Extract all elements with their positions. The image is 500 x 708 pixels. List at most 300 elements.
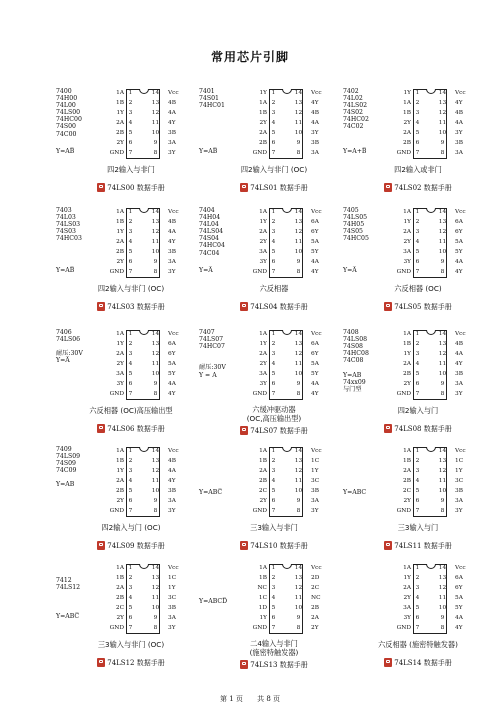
pin-label-left: 1B [259, 110, 267, 116]
pin-number: 7 [271, 625, 276, 631]
pin-label-right: 1Y [455, 468, 463, 474]
pin-number: 10 [294, 249, 303, 255]
pin-number: 6 [128, 259, 133, 265]
pin-label-right: 4B [168, 458, 176, 464]
datasheet-link[interactable] [199, 302, 349, 312]
pin-number: 9 [440, 615, 445, 621]
pin-label-right: 3A [455, 150, 463, 156]
pin-label-left: 3A [259, 371, 267, 377]
pin-label-right: 4Y [455, 361, 463, 367]
pin-number: 8 [296, 625, 301, 631]
pin-number: 12 [438, 229, 447, 235]
pin-label-left: 2B [403, 478, 411, 484]
pin-number: 10 [151, 605, 160, 611]
datasheet-link[interactable] [56, 541, 206, 551]
pin-label-right: 3Y [168, 625, 176, 631]
pin-label-right: 1Y [168, 585, 176, 591]
pin-label-left: 2C [258, 488, 267, 494]
chip-cell [199, 446, 349, 568]
chip-notch [426, 208, 436, 213]
pin-number: 14 [151, 331, 160, 337]
datasheet-link[interactable] [343, 302, 493, 312]
pin-number: 1 [415, 448, 420, 454]
pin-label-right: Vcc [311, 448, 322, 454]
chip-notch [282, 564, 292, 569]
pin-label-right: 3A [311, 150, 319, 156]
datasheet-link[interactable] [199, 660, 349, 670]
pin-number: 6 [271, 498, 276, 504]
dip-package [243, 447, 347, 517]
chip-caption: 三3输入与门 [397, 523, 439, 532]
chip-caption: 三3输入与非门 (OC) [97, 640, 165, 649]
chip-caption: 四2输入与门 [397, 406, 439, 415]
pin-number: 10 [294, 130, 303, 136]
dip-package [387, 208, 491, 278]
pin-number: 5 [415, 371, 420, 377]
pin-number: 14 [438, 565, 447, 571]
pin-number: 1 [271, 331, 276, 337]
pin-label-right: 4Y [168, 478, 176, 484]
pin-label-left: 1B [403, 341, 411, 347]
chip-cell [199, 88, 349, 210]
dip-package [387, 330, 491, 400]
pin-number: 11 [294, 361, 303, 367]
pin-number: 5 [128, 130, 133, 136]
pin-number: 1 [415, 331, 420, 337]
pdf-icon [97, 541, 105, 550]
pin-number: 7 [128, 150, 133, 156]
chip-caption: 六反相器 (施密特触发器) [378, 640, 458, 649]
pin-label-left: 1Y [403, 351, 411, 357]
pin-number: 8 [153, 391, 158, 397]
pin-number: 11 [438, 120, 447, 126]
chip-cell [56, 207, 206, 329]
pin-number: 12 [294, 110, 303, 116]
pin-label-left: 1Y [116, 341, 124, 347]
pin-label-right: Vcc [311, 565, 322, 571]
pin-label-left: 1A [116, 565, 124, 571]
pin-label-right: 2B [311, 605, 319, 611]
pin-label-left: 1A [259, 209, 267, 215]
pin-number: 3 [271, 351, 276, 357]
pin-label-left: 1B [403, 458, 411, 464]
pin-label-left: 2A [259, 229, 267, 235]
pin-label-right: 1C [455, 458, 464, 464]
pin-label-left: 2A [116, 351, 124, 357]
datasheet-link[interactable] [343, 658, 493, 668]
chip-notch [282, 330, 292, 335]
chip-cell [56, 563, 206, 685]
pin-number: 4 [128, 361, 133, 367]
chip-notch [139, 447, 149, 452]
pin-number: 7 [415, 391, 420, 397]
chip-caption: 四2输入与非门 [107, 165, 155, 174]
pin-number: 9 [296, 615, 301, 621]
datasheet-link-text: 74LS08 数据手册 [394, 425, 452, 433]
pin-label-right: 4B [168, 219, 176, 225]
pin-number: 1 [271, 209, 276, 215]
pin-number: 12 [151, 468, 160, 474]
pdf-icon [97, 658, 105, 667]
datasheet-link[interactable] [343, 541, 493, 551]
pin-label-right: 3Y [455, 130, 463, 136]
pin-number: 5 [271, 605, 276, 611]
pin-label-right: NC [311, 595, 321, 601]
pin-label-left: 3A [403, 249, 411, 255]
datasheet-link-text: 74LS00 数据手册 [107, 184, 165, 192]
pin-label-right: 5A [168, 361, 176, 367]
pin-number: 11 [294, 595, 303, 601]
datasheet-link[interactable] [56, 183, 206, 193]
pin-label-left: 2Y [116, 140, 124, 146]
pin-label-right: 3Y [311, 130, 319, 136]
pin-number: 7 [415, 625, 420, 631]
pin-number: 9 [296, 498, 301, 504]
datasheet-link-text: 74LS07 数据手册 [250, 427, 308, 435]
pin-number: 13 [438, 458, 447, 464]
pin-label-right: 6Y [168, 351, 176, 357]
pin-number: 13 [294, 219, 303, 225]
pin-number: 7 [271, 150, 276, 156]
pin-number: 8 [153, 625, 158, 631]
pin-label-left: 2B [116, 488, 124, 494]
pin-number: 12 [438, 468, 447, 474]
part-numbers: Y=ABCD̅ [199, 598, 228, 606]
pdf-icon [97, 183, 105, 192]
pin-number: 10 [151, 371, 160, 377]
chip-notch [139, 208, 149, 213]
pin-number: 10 [438, 488, 447, 494]
chip-notch [426, 330, 436, 335]
chip-caption: 二4输入与非门 (施密特触发器) [249, 639, 299, 657]
chip-cell [199, 563, 349, 685]
pin-number: 10 [294, 371, 303, 377]
pin-label-right: 3A [311, 498, 319, 504]
pin-number: 14 [151, 565, 160, 571]
pin-number: 13 [151, 219, 160, 225]
pin-label-right: 3Y [311, 508, 319, 514]
pin-label-right: 2C [311, 585, 320, 591]
pin-number: 8 [153, 150, 158, 156]
pin-number: 4 [415, 595, 420, 601]
pin-label-left: 2Y [403, 498, 411, 504]
pin-number: 6 [128, 615, 133, 621]
pin-number: 3 [128, 351, 133, 357]
part-numbers: 7407 74LS07 74HC07 耐压:30V Y = A [199, 329, 226, 379]
chip-notch [426, 564, 436, 569]
pin-label-right: 4A [455, 120, 463, 126]
pin-label-right: 2A [311, 615, 319, 621]
pin-number: 14 [294, 90, 303, 96]
chip-caption: 六反相器 [259, 284, 289, 293]
pin-number: 14 [294, 565, 303, 571]
datasheet-link[interactable] [56, 658, 206, 668]
pin-number: 10 [151, 249, 160, 255]
pin-label-left: 2C [402, 488, 411, 494]
datasheet-link[interactable] [199, 541, 349, 551]
pin-number: 2 [415, 219, 420, 225]
pin-number: 5 [415, 488, 420, 494]
pin-number: 4 [128, 120, 133, 126]
pin-number: 14 [294, 209, 303, 215]
pin-number: 10 [438, 371, 447, 377]
part-numbers: 7405 74LS05 74H05 74S05 74HC05 [343, 207, 369, 243]
pin-number: 2 [415, 575, 420, 581]
pin-label-right: 4Y [455, 269, 463, 275]
pin-number: 1 [271, 565, 276, 571]
page-number: 第 1 页 [219, 695, 243, 703]
pin-number: 11 [438, 239, 447, 245]
pin-label-left: 1B [116, 100, 124, 106]
pin-label-right: Vcc [168, 90, 179, 96]
pin-label-right: 5A [455, 595, 463, 601]
pin-label-right: 3B [455, 371, 463, 377]
pin-label-right: 3B [311, 140, 319, 146]
pin-number: 10 [151, 130, 160, 136]
pin-number: 2 [128, 458, 133, 464]
pin-label-right: 3Y [168, 150, 176, 156]
dip-package [243, 330, 347, 400]
pin-label-right: 6Y [311, 351, 319, 357]
pin-number: 6 [128, 140, 133, 146]
part-numbers: Y=ABC̅ [199, 488, 223, 496]
pin-number: 4 [415, 361, 420, 367]
part-numbers: Y=ABC [343, 488, 367, 496]
pin-label-left: 1B [403, 110, 411, 116]
part-numbers: 7401 74S01 74HC01 [199, 88, 225, 110]
part-numbers: 7402 74L02 74LS02 74S02 74HC02 74C02 [343, 88, 369, 131]
pin-number: 13 [151, 341, 160, 347]
chip-caption: 六反相器 (OC) [394, 284, 442, 293]
pin-number: 6 [271, 381, 276, 387]
pin-label-left: GND [109, 625, 124, 631]
pin-number: 1 [128, 331, 133, 337]
pin-label-right: 3B [455, 140, 463, 146]
pin-label-left: GND [252, 150, 267, 156]
pin-number: 12 [294, 585, 303, 591]
pin-label-right: 4B [311, 110, 319, 116]
datasheet-link[interactable] [343, 424, 493, 434]
chip-caption: 四2输入或非门 [394, 165, 442, 174]
pin-number: 4 [271, 478, 276, 484]
pin-label-left: 2B [403, 140, 411, 146]
pin-label-left: GND [396, 508, 411, 514]
part-numbers: 7408 74LS08 74S08 74HC08 74C08 Y=AB 74xx09 与门型 [343, 329, 369, 393]
pin-number: 3 [128, 110, 133, 116]
pin-label-left: 1Y [259, 615, 267, 621]
pin-label-right: 3B [168, 605, 176, 611]
pin-number: 4 [128, 239, 133, 245]
pin-label-right: 4Y [311, 100, 319, 106]
datasheet-link-text: 74LS04 数据手册 [250, 303, 308, 311]
pin-number: 11 [438, 478, 447, 484]
pin-label-left: 1A [403, 100, 411, 106]
pin-label-left: 1A [403, 209, 411, 215]
pin-label-left: 1A [259, 565, 267, 571]
pin-label-left: GND [109, 391, 124, 397]
pin-number: 11 [294, 120, 303, 126]
pin-number: 12 [151, 585, 160, 591]
pin-label-left: GND [109, 269, 124, 275]
pin-label-left: 1A [116, 90, 124, 96]
chip-cell [343, 88, 493, 210]
pin-label-left: 1Y [403, 219, 411, 225]
pin-number: 3 [415, 351, 420, 357]
pin-label-left: 2C [115, 605, 124, 611]
datasheet-link[interactable] [199, 426, 349, 436]
pdf-icon [240, 302, 248, 311]
pin-number: 3 [128, 229, 133, 235]
datasheet-link[interactable] [56, 424, 206, 434]
chip-caption: 三3输入与非门 [250, 523, 298, 532]
pin-label-right: 4Y [168, 120, 176, 126]
pin-label-left: 1A [259, 448, 267, 454]
pdf-icon [384, 302, 392, 311]
chip-notch [139, 89, 149, 94]
pin-label-right: Vcc [455, 565, 466, 571]
pin-label-left: GND [252, 269, 267, 275]
pin-label-right: 3B [168, 488, 176, 494]
pin-label-left: 2A [403, 229, 411, 235]
pin-label-right: 6A [455, 575, 463, 581]
pin-number: 1 [415, 90, 420, 96]
pin-number: 13 [438, 341, 447, 347]
pin-label-left: GND [396, 269, 411, 275]
pin-number: 14 [438, 331, 447, 337]
pin-label-left: 2Y [116, 259, 124, 265]
pin-label-right: 4B [455, 110, 463, 116]
pin-label-right: Vcc [455, 209, 466, 215]
dip-package [100, 447, 204, 517]
datasheet-link[interactable] [343, 183, 493, 193]
pin-label-left: 2Y [116, 361, 124, 367]
pin-label-right: 5Y [168, 371, 176, 377]
pin-number: 8 [153, 269, 158, 275]
pin-label-left: 2B [403, 371, 411, 377]
datasheet-link-text: 74LS14 数据手册 [394, 659, 452, 667]
logic-equation: Y=AB̅ [199, 148, 218, 155]
pin-number: 1 [128, 448, 133, 454]
pin-number: 11 [151, 239, 160, 245]
pin-number: 9 [153, 259, 158, 265]
pin-number: 7 [128, 391, 133, 397]
pin-label-left: 2B [259, 140, 267, 146]
dip-package [387, 564, 491, 634]
pin-number: 6 [415, 498, 420, 504]
pin-number: 11 [294, 478, 303, 484]
pin-label-left: 2A [259, 130, 267, 136]
pin-label-right: 4Y [455, 100, 463, 106]
pin-number: 7 [128, 625, 133, 631]
pin-number: 1 [271, 90, 276, 96]
dip-package [100, 208, 204, 278]
pin-number: 3 [415, 229, 420, 235]
pin-number: 5 [128, 605, 133, 611]
pin-number: 4 [271, 120, 276, 126]
pin-number: 6 [415, 381, 420, 387]
pin-number: 3 [415, 585, 420, 591]
pin-number: 10 [294, 488, 303, 494]
pin-number: 12 [438, 351, 447, 357]
pin-label-right: 6A [168, 341, 176, 347]
pin-number: 9 [440, 381, 445, 387]
datasheet-link-text: 74LS12 数据手册 [107, 659, 165, 667]
pin-number: 2 [128, 100, 133, 106]
pin-label-left: 2Y [403, 381, 411, 387]
pin-label-right: 4A [168, 468, 176, 474]
pin-label-right: 5Y [311, 371, 319, 377]
pin-label-right: 5Y [455, 249, 463, 255]
pin-label-right: 3A [168, 615, 176, 621]
part-numbers: 7409 74LS09 74S09 74C09 Y=AB [56, 446, 81, 489]
pin-label-right: 6Y [455, 585, 463, 591]
pin-number: 2 [128, 575, 133, 581]
pin-label-left: 3Y [259, 381, 267, 387]
pin-label-right: 2D [311, 575, 320, 581]
pin-number: 7 [271, 508, 276, 514]
pin-number: 5 [415, 249, 420, 255]
pin-number: 9 [440, 140, 445, 146]
datasheet-link-text: 74LS10 数据手册 [250, 542, 308, 550]
pin-label-left: 3Y [259, 259, 267, 265]
pin-label-right: Vcc [168, 448, 179, 454]
pin-number: 13 [438, 219, 447, 225]
pin-label-left: 1Y [259, 219, 267, 225]
pin-label-right: 5Y [455, 605, 463, 611]
chip-caption: 六缓冲驱动器 (OC,高压输出型) [246, 405, 302, 423]
pin-number: 3 [271, 468, 276, 474]
dip-package [387, 89, 491, 159]
pin-label-left: 2Y [403, 239, 411, 245]
pin-number: 5 [271, 130, 276, 136]
pin-number: 2 [415, 341, 420, 347]
datasheet-link[interactable] [56, 302, 206, 312]
pin-number: 8 [440, 269, 445, 275]
pin-label-right: 5A [455, 239, 463, 245]
pin-label-left: 1A [403, 448, 411, 454]
pin-label-right: Vcc [168, 565, 179, 571]
pin-number: 5 [415, 130, 420, 136]
datasheet-link[interactable] [199, 183, 349, 193]
pin-label-left: 1Y [403, 90, 411, 96]
pin-number: 2 [271, 219, 276, 225]
logic-equation: Y=A̅ [199, 267, 213, 274]
chip-notch [426, 447, 436, 452]
pin-label-right: 4A [168, 110, 176, 116]
pin-label-left: GND [396, 391, 411, 397]
pin-number: 8 [440, 508, 445, 514]
pin-number: 8 [440, 391, 445, 397]
pin-number: 1 [128, 209, 133, 215]
chip-cell [56, 446, 206, 568]
pin-number: 12 [151, 110, 160, 116]
pin-label-left: 3Y [403, 615, 411, 621]
pin-number: 8 [296, 391, 301, 397]
pdf-icon [97, 302, 105, 311]
pin-number: 3 [128, 468, 133, 474]
pin-label-right: 4A [455, 259, 463, 265]
pin-label-right: 4A [311, 120, 319, 126]
datasheet-link-text: 74LS01 数据手册 [250, 184, 308, 192]
pin-label-right: Vcc [455, 331, 466, 337]
pin-label-left: 2Y [259, 120, 267, 126]
pin-label-left: GND [252, 391, 267, 397]
pin-label-right: Vcc [311, 90, 322, 96]
pin-label-left: 1B [116, 458, 124, 464]
pin-number: 10 [151, 488, 160, 494]
part-numbers: 7403 74L03 74LS03 74S03 74HC03 [56, 207, 82, 243]
dip-package [243, 89, 347, 159]
